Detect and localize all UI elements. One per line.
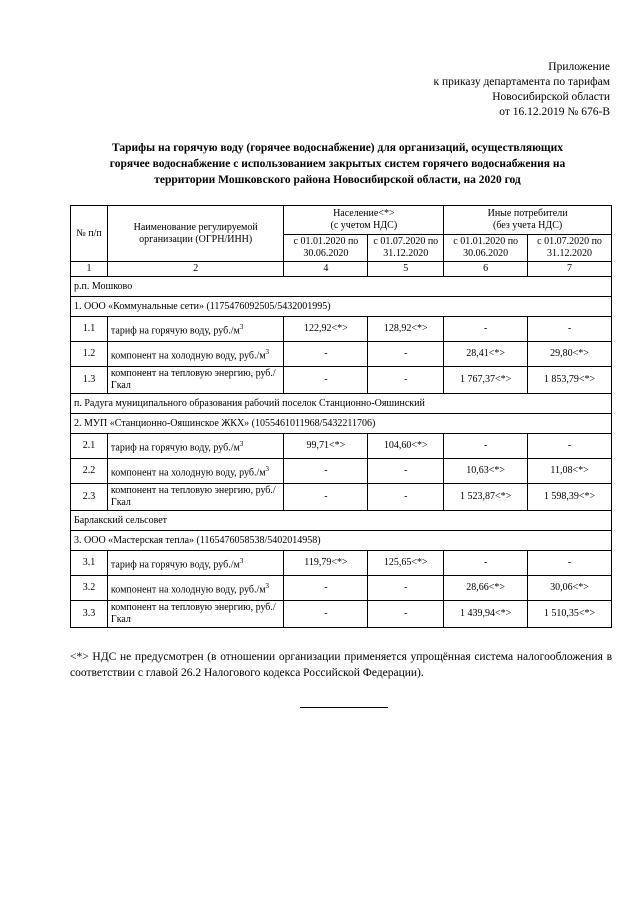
- value-cell: 11,08<*>: [528, 459, 612, 484]
- value-cell: 122,92<*>: [284, 317, 368, 342]
- org-name: 2. МУП «Станционно-Ояшинское ЖКХ» (1055461011968/5432211706): [71, 414, 612, 434]
- value-cell: -: [528, 551, 612, 576]
- table-row: [71, 342, 612, 367]
- header-period: с 01.07.2020 по 31.12.2020: [528, 235, 612, 262]
- value-cell: 30,06<*>: [528, 576, 612, 601]
- table-row: [71, 459, 612, 484]
- value-cell: -: [444, 317, 528, 342]
- row-num: 1.2: [71, 342, 108, 367]
- header-other: [444, 206, 612, 235]
- title-line: Тарифы на горячую воду (горячее водоснабжение) для организаций, осуществляющих: [111, 142, 564, 154]
- row-label: [107, 434, 284, 459]
- value-cell: 28,41<*>: [444, 342, 528, 367]
- value-cell: 1 510,35<*>: [528, 601, 612, 628]
- table-row: [71, 434, 612, 459]
- index-cell: 6: [444, 262, 528, 277]
- document-title: [70, 140, 605, 188]
- value-cell: -: [368, 601, 444, 628]
- area-row: [71, 394, 612, 414]
- unit-superscript: 3: [265, 464, 270, 473]
- area-name: р.п. Мошково: [71, 277, 612, 297]
- table-row: [71, 551, 612, 576]
- value-cell: 1 598,39<*>: [528, 484, 612, 511]
- index-cell: 7: [528, 262, 612, 277]
- header-row: [71, 206, 612, 235]
- row-num: 2.1: [71, 434, 108, 459]
- value-cell: -: [368, 484, 444, 511]
- appendix-line: Новосибирской области: [492, 91, 610, 103]
- row-label: компонент на тепловую энергию, руб./Гкал: [107, 367, 284, 394]
- area-row: [71, 511, 612, 531]
- value-cell: -: [284, 367, 368, 394]
- row-num: 2.2: [71, 459, 108, 484]
- row-label-text: компонент на холодную воду, руб./м: [110, 350, 266, 362]
- value-cell: -: [368, 342, 444, 367]
- table-row: [71, 317, 612, 342]
- appendix-block: [433, 60, 610, 120]
- value-cell: -: [284, 342, 368, 367]
- value-cell: -: [528, 434, 612, 459]
- row-num: 3.3: [71, 601, 108, 628]
- appendix-line: Приложение: [548, 61, 610, 73]
- value-cell: 99,71<*>: [284, 434, 368, 459]
- header-other-title: Иные потребители: [487, 208, 568, 219]
- index-cell: 1: [71, 262, 108, 277]
- row-label: [107, 317, 284, 342]
- table-row: [71, 484, 612, 511]
- row-label-text: компонент на холодную воду, руб./м: [110, 584, 266, 596]
- index-row: [71, 262, 612, 277]
- row-label: компонент на тепловую энергию, руб./Гкал: [107, 601, 284, 628]
- table-row: [71, 601, 612, 628]
- title-line: горячее водоснабжение с использованием закрытых систем горячего водоснабжения на: [109, 158, 566, 170]
- header-population-note: (с учетом НДС): [330, 220, 398, 231]
- separator-line: [300, 707, 388, 708]
- row-num: 3.2: [71, 576, 108, 601]
- org-name: 3. ООО «Мастерская тепла» (1165476058538/5402014958): [71, 531, 612, 551]
- header-population-title: Население<*>: [333, 208, 395, 219]
- unit-superscript: 3: [239, 439, 244, 448]
- org-row: [71, 414, 612, 434]
- row-label-text: тариф на горячую воду, руб./м: [110, 442, 240, 454]
- tariff-table: [70, 205, 612, 628]
- value-cell: -: [284, 576, 368, 601]
- row-label: [107, 576, 284, 601]
- org-row: [71, 531, 612, 551]
- header-period: с 01.07.2020 по 31.12.2020: [368, 235, 444, 262]
- unit-superscript: 3: [265, 581, 270, 590]
- org-name: 1. ООО «Коммунальные сети» (1175476092505/5432001995): [71, 297, 612, 317]
- header-name: Наименование регулируемой организации (ОГРН/ИНН): [107, 206, 284, 262]
- area-name: п. Радуга муниципального образования рабочий поселок Станционно-Ояшинский: [71, 394, 612, 414]
- unit-superscript: 3: [265, 347, 270, 356]
- appendix-line: к приказу департамента по тарифам: [433, 76, 610, 88]
- row-num: 1.1: [71, 317, 108, 342]
- header-period: с 01.01.2020 по 30.06.2020: [444, 235, 528, 262]
- row-label: [107, 551, 284, 576]
- row-label: [107, 342, 284, 367]
- header-other-note: (без учета НДС): [492, 220, 563, 231]
- value-cell: -: [368, 367, 444, 394]
- row-label-text: тариф на горячую воду, руб./м: [110, 325, 240, 337]
- appendix-line: от 16.12.2019 № 676-В: [499, 106, 610, 118]
- table-row: [71, 367, 612, 394]
- value-cell: 1 439,94<*>: [444, 601, 528, 628]
- value-cell: -: [528, 317, 612, 342]
- row-num: 2.3: [71, 484, 108, 511]
- value-cell: -: [444, 434, 528, 459]
- value-cell: -: [368, 576, 444, 601]
- header-period: с 01.01.2020 по 30.06.2020: [284, 235, 368, 262]
- value-cell: 28,66<*>: [444, 576, 528, 601]
- area-row: [71, 277, 612, 297]
- header-population: [284, 206, 444, 235]
- value-cell: 104,60<*>: [368, 434, 444, 459]
- unit-superscript: 3: [239, 322, 244, 331]
- value-cell: 128,92<*>: [368, 317, 444, 342]
- value-cell: -: [444, 551, 528, 576]
- row-num: 3.1: [71, 551, 108, 576]
- value-cell: 1 523,87<*>: [444, 484, 528, 511]
- area-name: Барлакский сельсовет: [71, 511, 612, 531]
- value-cell: 10,63<*>: [444, 459, 528, 484]
- row-label-text: компонент на холодную воду, руб./м: [110, 467, 266, 479]
- value-cell: -: [368, 459, 444, 484]
- title-line: территории Мошковского района Новосибирской области, на 2020 год: [154, 174, 521, 186]
- value-cell: 1 767,37<*>: [444, 367, 528, 394]
- value-cell: -: [284, 484, 368, 511]
- value-cell: -: [284, 601, 368, 628]
- index-cell: 2: [107, 262, 284, 277]
- value-cell: 119,79<*>: [284, 551, 368, 576]
- unit-superscript: 3: [239, 556, 244, 565]
- index-cell: 4: [284, 262, 368, 277]
- org-row: [71, 297, 612, 317]
- row-num: 1.3: [71, 367, 108, 394]
- row-label: [107, 459, 284, 484]
- row-label: компонент на тепловую энергию, руб./Гкал: [107, 484, 284, 511]
- footnote: <*> НДС не предусмотрен (в отношении организации применяется упрощённая система налогообложения в соответствии с главой 26.2 Налогового кодекса Российской Федерации).: [70, 651, 612, 679]
- table-row: [71, 576, 612, 601]
- value-cell: 1 853,79<*>: [528, 367, 612, 394]
- value-cell: 125,65<*>: [368, 551, 444, 576]
- row-label-text: тариф на горячую воду, руб./м: [110, 559, 240, 571]
- value-cell: 29,80<*>: [528, 342, 612, 367]
- value-cell: -: [284, 459, 368, 484]
- index-cell: 5: [368, 262, 444, 277]
- header-num: № п/п: [71, 206, 108, 262]
